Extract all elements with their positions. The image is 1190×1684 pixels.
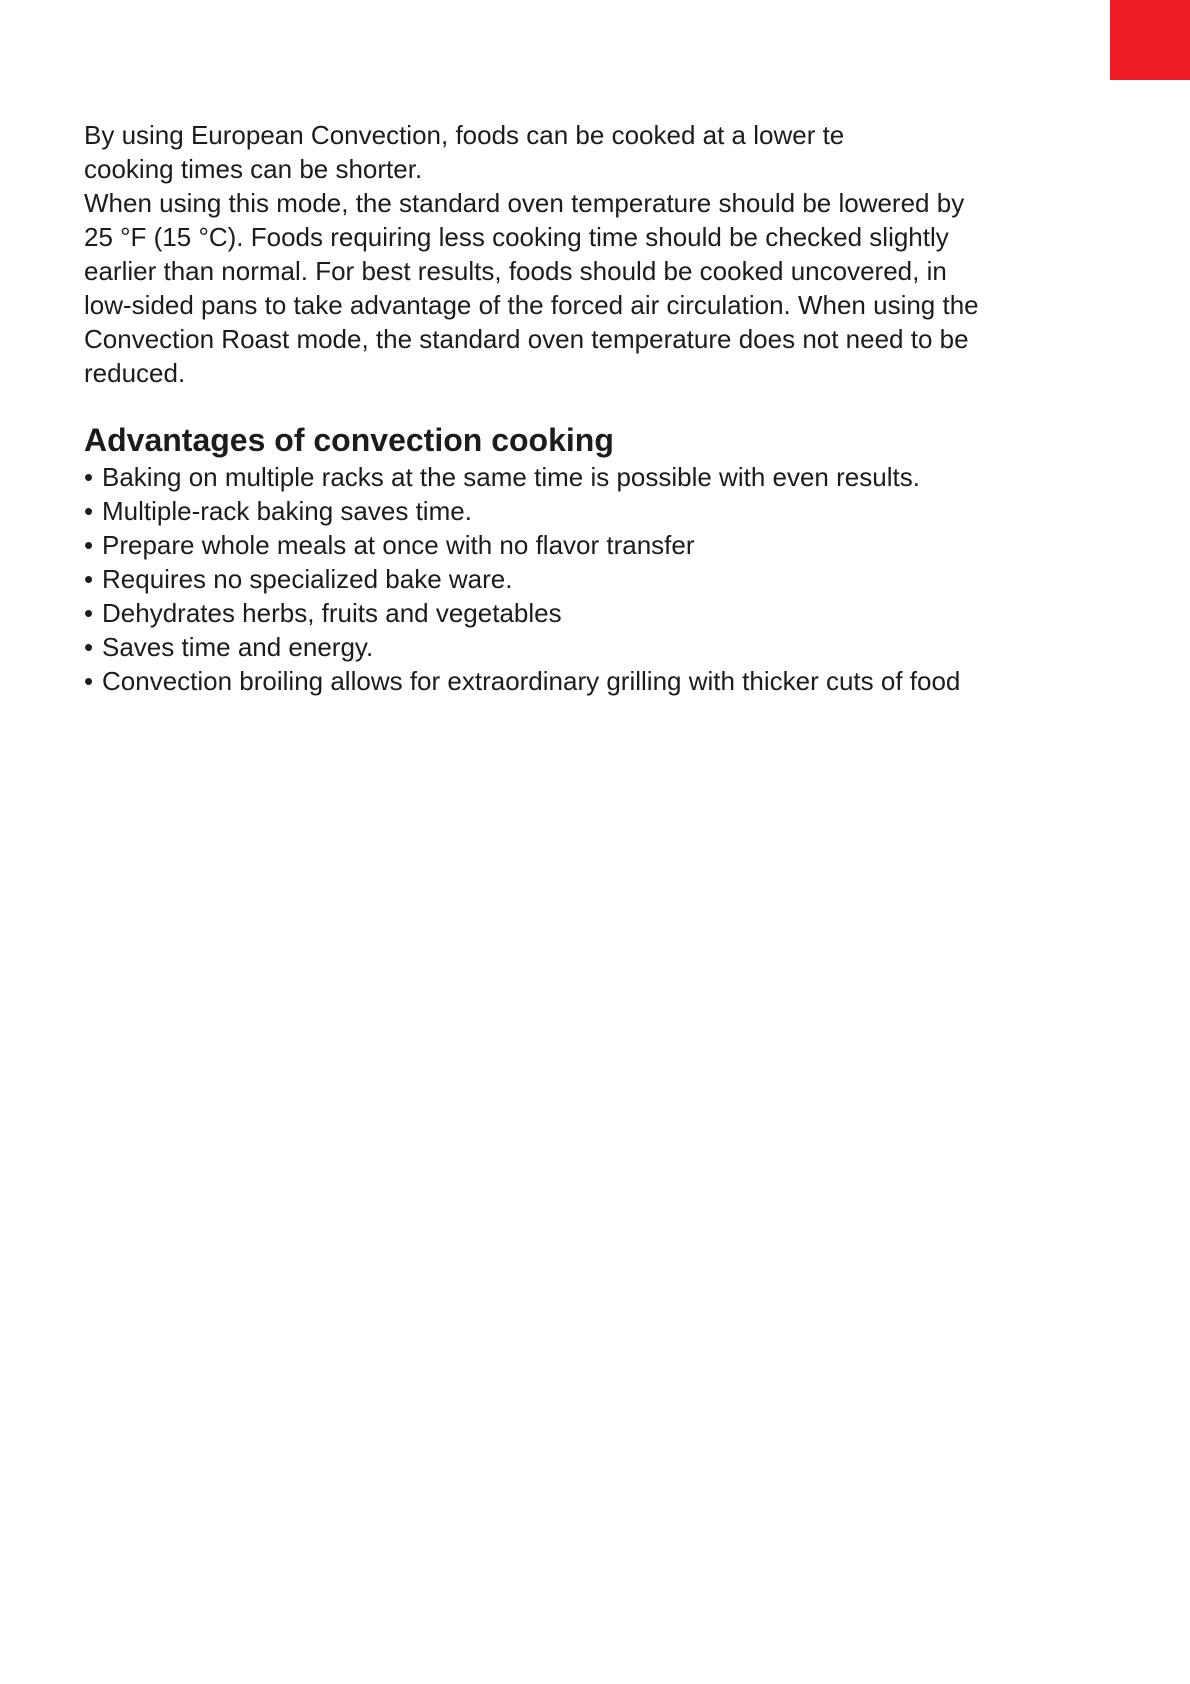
document-content [84, 118, 1084, 698]
list-item-text: Saves time and energy. [102, 632, 374, 662]
intro-line: By using European Convection, foods can be cooked at a lower te [84, 120, 845, 150]
list-item [84, 494, 1084, 528]
page-corner-tab [1110, 0, 1190, 80]
intro-line: cooking times can be shorter. [84, 154, 423, 184]
intro-paragraph [84, 118, 1084, 390]
list-item [84, 460, 1084, 494]
advantages-heading: Advantages of convection cooking [84, 422, 614, 458]
advantages-list [84, 460, 1084, 698]
intro-line: earlier than normal. For best results, foods should be cooked uncovered, in [84, 256, 947, 286]
bullet-icon: • [84, 666, 94, 696]
bullet-icon: • [84, 632, 94, 662]
intro-line: 25 °F (15 °C). Foods requiring less cooking time should be checked slightly [84, 222, 949, 252]
list-item-text: Baking on multiple racks at the same time is possible with even results. [102, 462, 920, 492]
intro-line: reduced. [84, 358, 186, 388]
list-item-text: Requires no specialized bake ware. [102, 564, 513, 594]
bullet-icon: • [84, 530, 94, 560]
list-item-text: Convection broiling allows for extraordinary grilling with thicker cuts of food [102, 666, 961, 696]
list-item-text: Dehydrates herbs, fruits and vegetables [102, 598, 562, 628]
bullet-icon: • [84, 462, 94, 492]
list-item [84, 630, 1084, 664]
bullet-icon: • [84, 598, 94, 628]
list-item-text: Multiple-rack baking saves time. [102, 496, 472, 526]
intro-line: Convection Roast mode, the standard oven temperature does not need to be [84, 324, 969, 354]
list-item [84, 528, 1084, 562]
list-item-text: Prepare whole meals at once with no flavor transfer [102, 530, 695, 560]
intro-line: When using this mode, the standard oven temperature should be lowered by [84, 188, 965, 218]
list-item [84, 664, 1084, 698]
bullet-icon: • [84, 564, 94, 594]
bullet-icon: • [84, 496, 94, 526]
list-item [84, 562, 1084, 596]
intro-line: low-sided pans to take advantage of the forced air circulation. When using the [84, 290, 979, 320]
list-item [84, 596, 1084, 630]
